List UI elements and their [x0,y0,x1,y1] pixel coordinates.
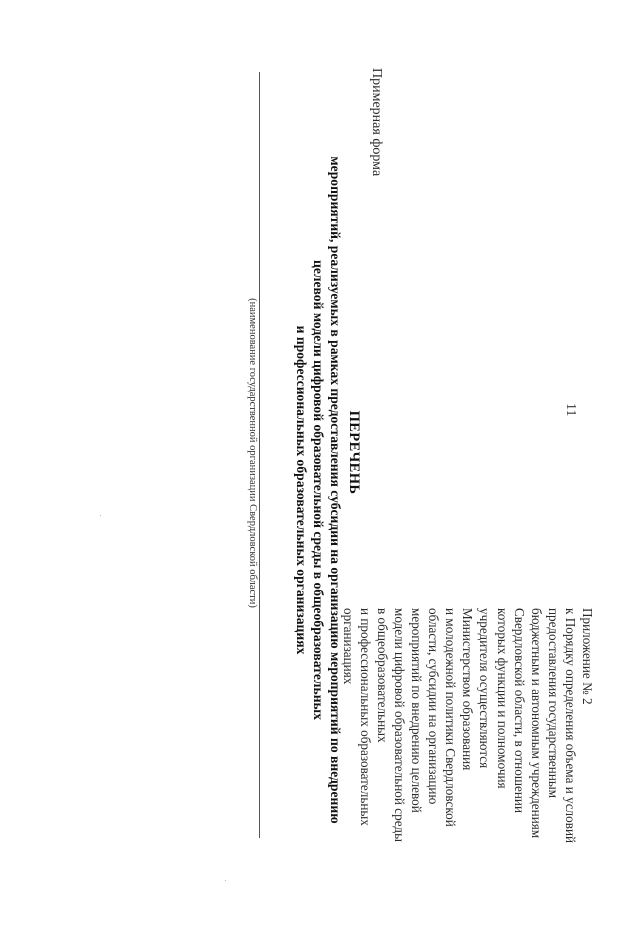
subtitle-line: и профессиональных образовательных организациях [294,325,309,655]
appendix-line: области, субсидии на организацию [426,608,442,805]
appendix-line: которых функции и полномочия [494,608,510,789]
form-label: Примерная форма [369,68,384,177]
appendix-line: мероприятий по внедрению целевой [409,608,425,813]
document-title: ПЕРЕЧЕНЬ [346,410,362,495]
appendix-line: Министерством образования [460,608,476,771]
organization-caption: (наименование государственной организации Свердловской области) [247,298,258,608]
appendix-line: учредителя осуществляются [477,608,493,769]
appendix-line: бюджетным и автономным учреждениям [528,608,544,839]
appendix-line: Свердловской области, в отношении [511,608,527,814]
appendix-line: Приложение № 2 [580,608,595,705]
appendix-line: в общеобразовательных [374,608,390,743]
appendix-line: модели цифровой образовательной среды [391,608,407,842]
appendix-line: и молодежной политики Свердловской [443,608,459,827]
scan-speck [100,515,101,516]
rotated-landscape-sheet [40,0,600,905]
appendix-line: организациях [340,608,356,685]
organization-name-line [259,72,260,838]
appendix-line: к Порядку определения объема и условий [562,608,578,844]
subtitle-line: мероприятий, реализуемых в рамках предоставления субсидии на организацию мероприятий по внедрению [328,156,343,824]
appendix-line: предоставления государственным [545,608,561,799]
document-subtitle [293,70,344,910]
appendix-line: и профессиональных образовательных [357,608,373,826]
subtitle-line: целевой модели цифровой образовательной среды в общеобразовательных [311,260,326,720]
scan-speck [225,880,226,881]
page-number: 11 [563,403,578,417]
appendix-block [340,608,596,938]
